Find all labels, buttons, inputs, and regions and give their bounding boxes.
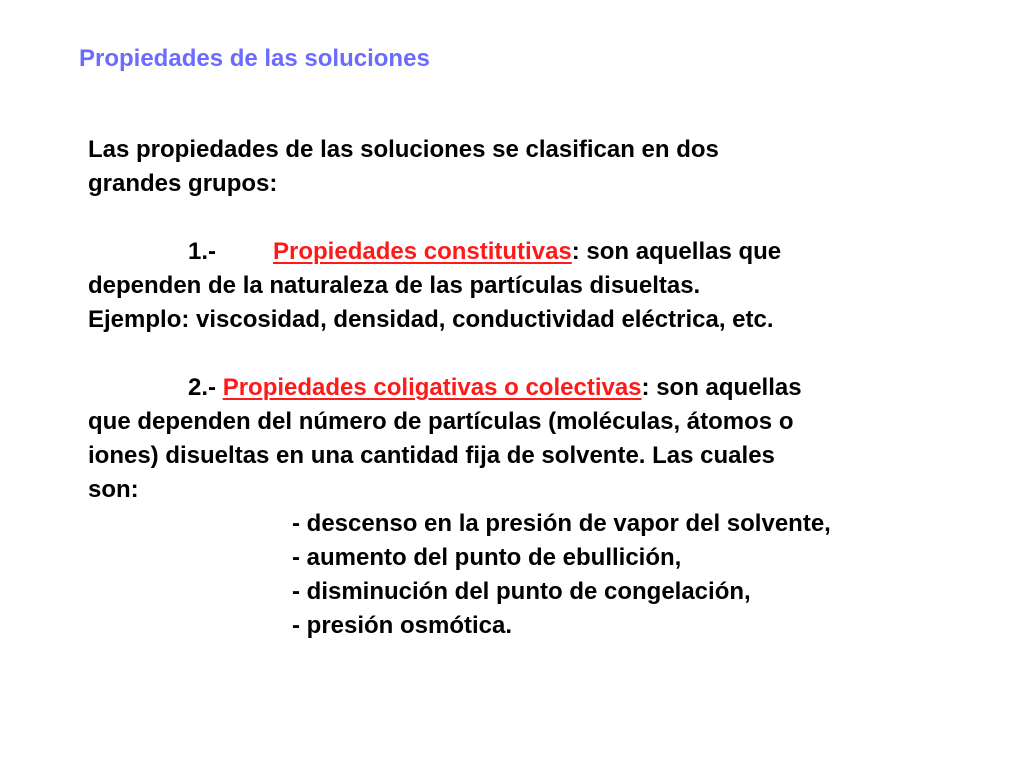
- list-item: - presión osmótica.: [292, 612, 513, 639]
- group1-line-2: dependen de la naturaleza de las partículas disueltas.: [88, 272, 701, 299]
- group1-number: 1.-: [188, 238, 217, 265]
- intro-line-1: Las propiedades de las soluciones se clasifican en dos: [88, 136, 719, 163]
- group2-number: 2.-: [188, 374, 217, 401]
- group2-line-4: son:: [88, 476, 139, 503]
- group2-term: Propiedades coligativas o colectivas: [222, 374, 642, 401]
- group1-heading-line: [88, 235, 948, 269]
- intro-line-2: grandes grupos:: [88, 170, 278, 197]
- group2-heading-line: [88, 371, 948, 405]
- list-item: - disminución del punto de congelación,: [292, 578, 751, 605]
- slide-body: [88, 133, 948, 643]
- group1-after-term: : son aquellas que: [571, 238, 782, 265]
- list-item: - aumento del punto de ebullición,: [292, 544, 682, 571]
- list-item: - descenso en la presión de vapor del solvente,: [292, 510, 831, 537]
- slide-title: Propiedades de las soluciones: [79, 45, 430, 72]
- group1-term: Propiedades constitutivas: [273, 238, 572, 265]
- spacer: [88, 201, 948, 235]
- group2-line-3: iones) disueltas en una cantidad fija de solvente. Las cuales: [88, 442, 775, 469]
- group2-line-2: que dependen del número de partículas (moléculas, átomos o: [88, 408, 794, 435]
- group1-line-3: Ejemplo: viscosidad, densidad, conductividad eléctrica, etc.: [88, 306, 774, 333]
- spacer: [88, 337, 948, 371]
- group2-after-term: : son aquellas: [641, 374, 802, 401]
